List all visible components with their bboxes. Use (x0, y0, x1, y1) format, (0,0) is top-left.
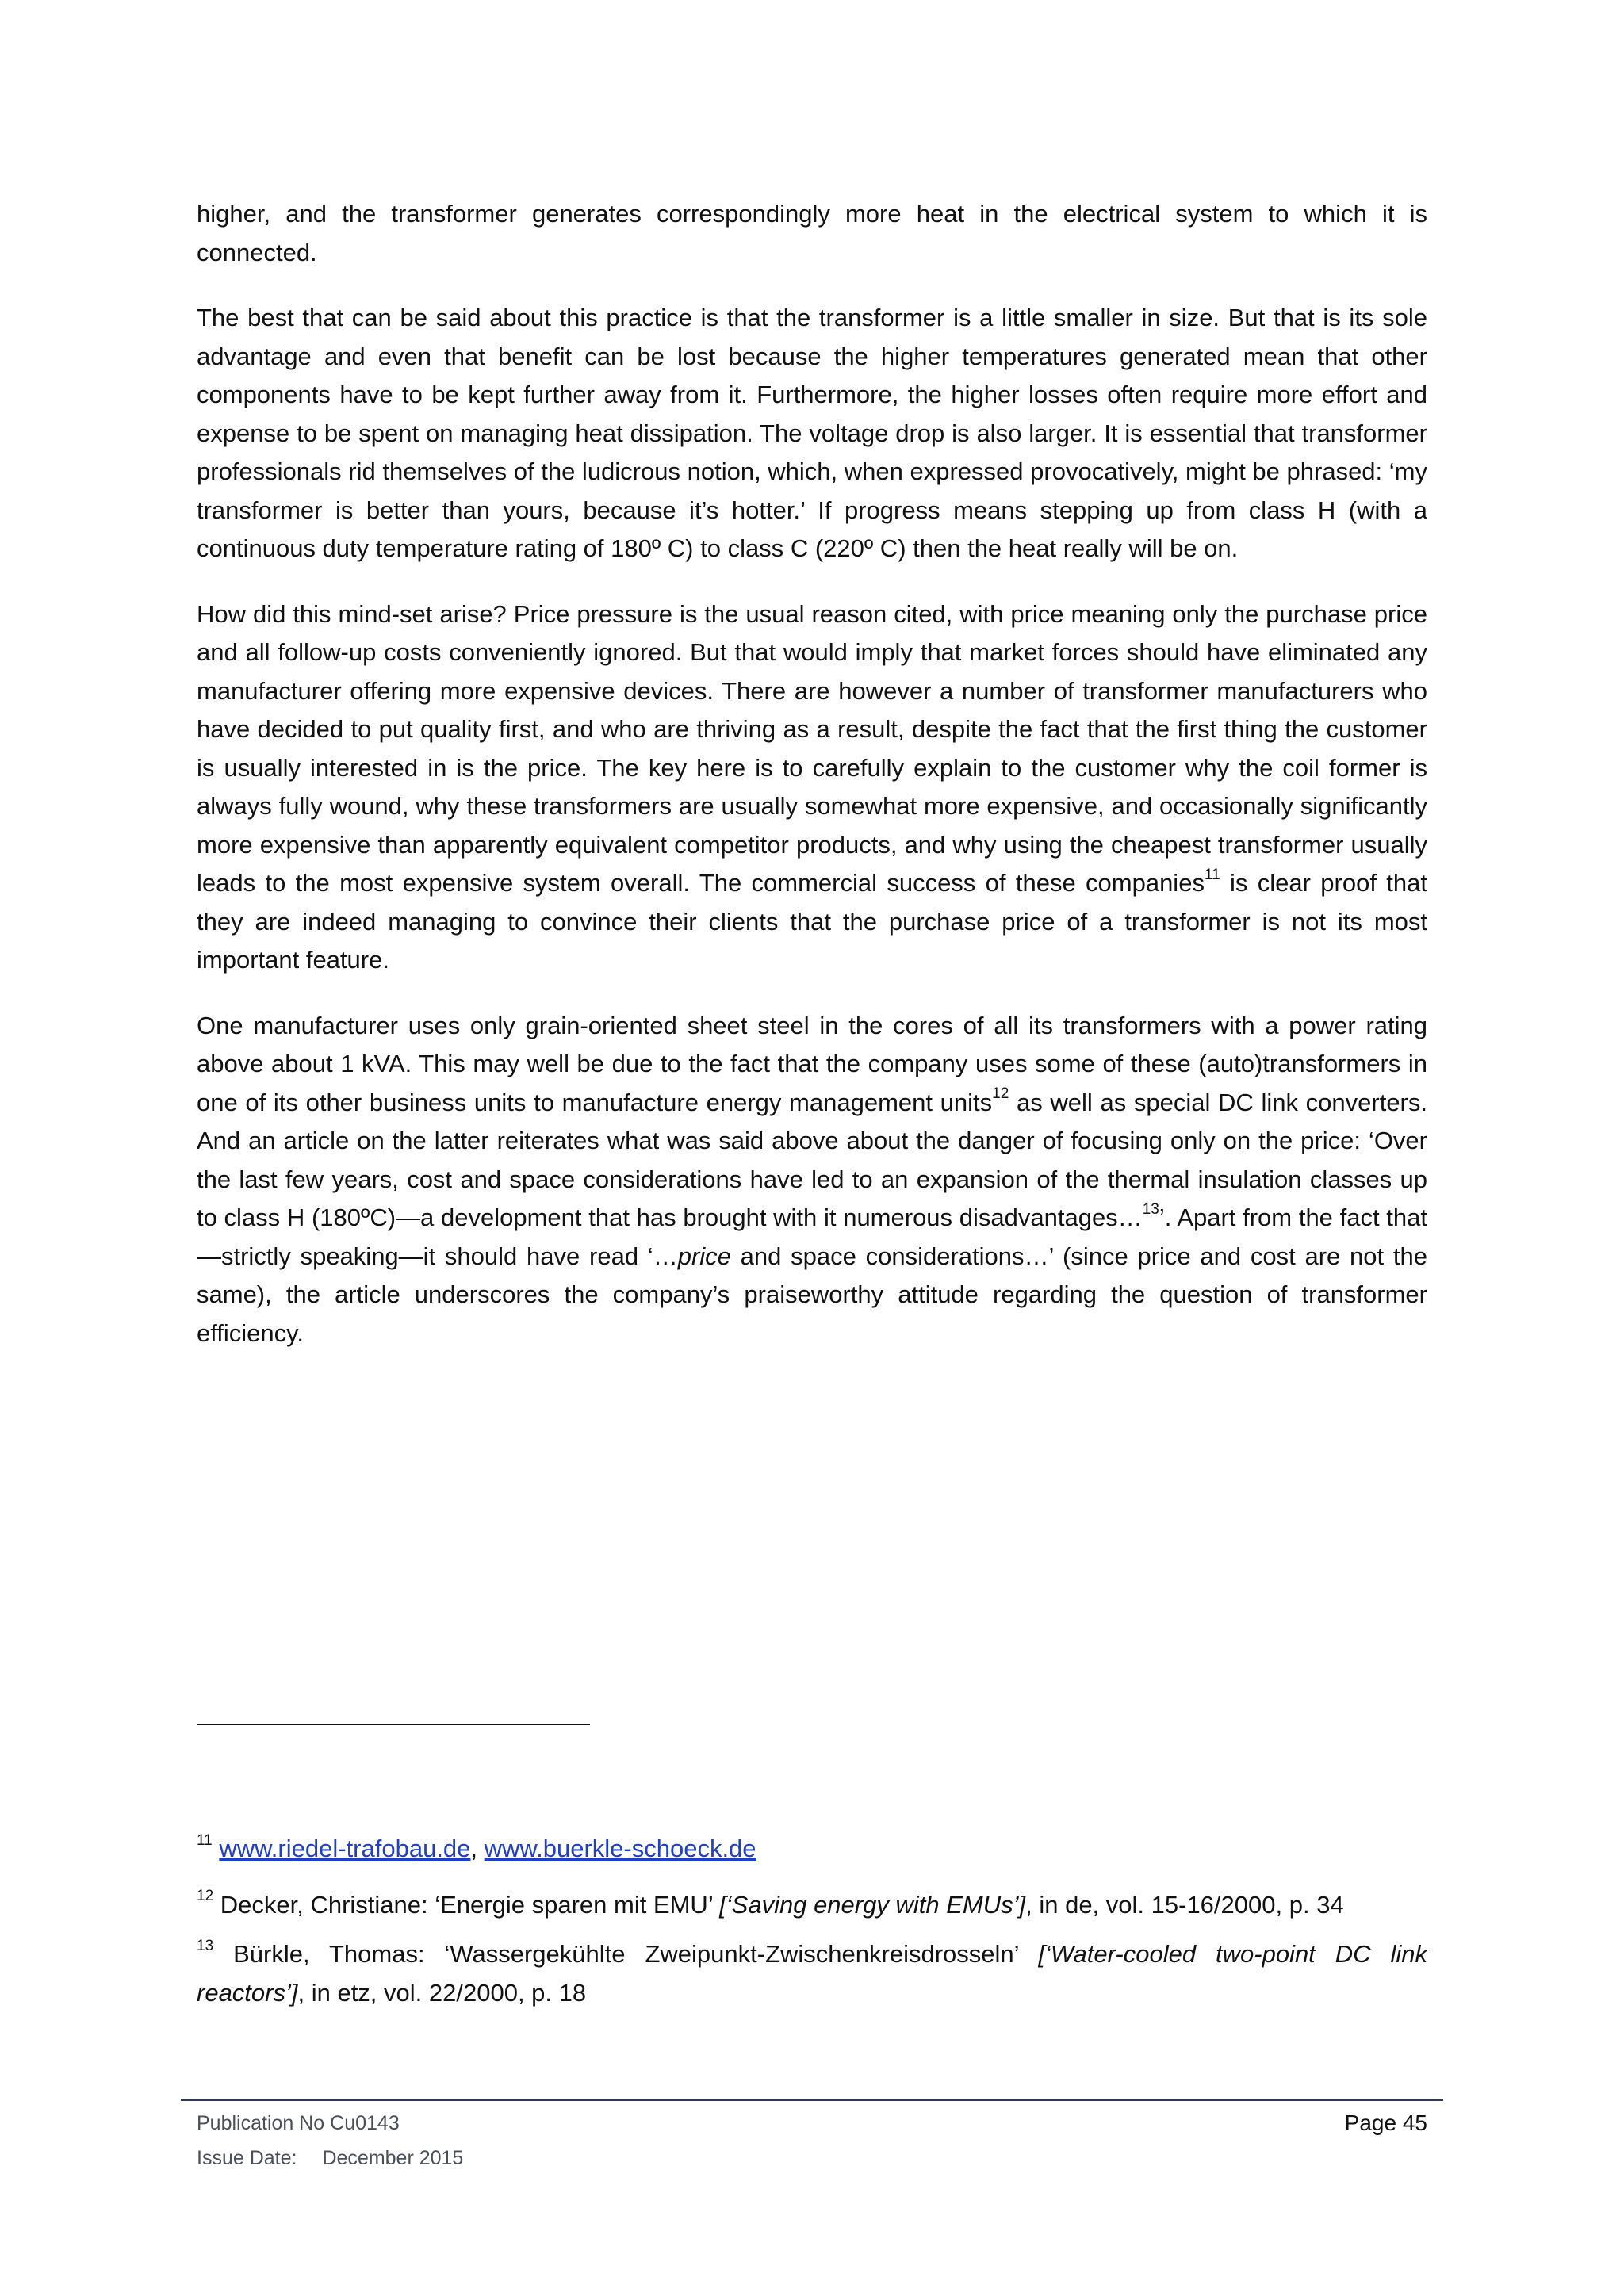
body-text (197, 195, 1427, 1380)
footnote-11 (197, 1830, 1427, 1869)
paragraph-4-text-c: ’. Apart from the fact that—strictly speaking—it should have read ‘… (197, 1203, 1428, 1270)
issue-date-label: Issue Date: (197, 2147, 297, 2169)
footnote-13 (197, 1935, 1427, 2012)
paragraph-2 (197, 299, 1427, 568)
footnote-13-text-a: Bürkle, Thomas: ‘Wassergekühlte Zweipunkt-Zwischenkreisdrosseln’ (213, 1940, 1039, 1968)
footnote-ref-12[interactable]: 12 (992, 1085, 1009, 1103)
page-number: Page 45 (1344, 2110, 1427, 2135)
footnote-13-text-b: , in etz, vol. 22/2000, p. 18 (297, 1978, 587, 2007)
footnote-11-number: 11 (197, 1831, 213, 1849)
paragraph-3 (197, 595, 1427, 980)
footnote-separator (197, 1724, 590, 1725)
paragraph-3-text-a: How did this mind-set arise? Price pressure is the usual reason cited, with price meaning only the purchase price and all follow-up costs conveniently ignored. But that would imply that market forces should have eliminated any manufacturer offering more expensive devices. There are however a number of transformer manufacturers who have decided to put quality first, and who are thriving as a result, despite the fact that the first thing the customer is usually interested in is the price. The key here is to carefully explain to the customer why the coil former is always fully wound, why these transformers are usually somewhat more expensive, and occasionally significantly more expensive than apparently equivalent competitor products, and why using the cheapest transformer usually leads to the most expensive system overall. The commercial success of these companies (197, 599, 1427, 897)
footnote-11-separator: , (470, 1835, 485, 1862)
paragraph-1-text: higher, and the transformer generates correspondingly more heat in the electrical system to which it is connected. (197, 200, 1427, 266)
footnotes (197, 1830, 1427, 2023)
footnote-12-italic: [‘Saving energy with EMUs’] (719, 1890, 1026, 1919)
issue-date-line (197, 2141, 463, 2175)
footnote-13-italic: [‘Water-cooled two-point DC link reactors’] (197, 1940, 1427, 2007)
paragraph-4-text-a: One manufacturer uses only grain-oriented sheet steel in the cores of all its transformers with a power rating above about 1 kVA. This may well be due to the fact that the company uses some of these (auto)transformers in one of its other business units to manufacture energy management units (197, 1011, 1427, 1116)
issue-date-value: December 2015 (322, 2147, 464, 2169)
paragraph-4 (197, 1007, 1427, 1353)
footnote-12-text-a: Decker, Christiane: ‘Energie sparen mit EMU’ (213, 1890, 720, 1919)
paragraph-4-text-b: as well as special DC link converters. And an article on the latter reiterates what was said above about the danger of focusing only on the price: ‘Over the last few years, cost and space considerations have led to an expansion of the thermal insulation classes up to class H (180ºC)—a development that has brought with it numerous disadvantages… (197, 1088, 1427, 1231)
publication-number: Publication No Cu0143 (197, 2112, 400, 2134)
footnote-11-link-buerkle[interactable]: www.buerkle-schoeck.de (484, 1835, 756, 1862)
footnote-12-number: 12 (197, 1888, 214, 1905)
paragraph-4-italic: price (677, 1242, 731, 1270)
footer-publication-info (197, 2106, 463, 2175)
footnote-12-text-b: , in de, vol. 15-16/2000, p. 34 (1025, 1890, 1344, 1919)
footnote-12 (197, 1886, 1427, 1925)
paragraph-3-text-b: is clear proof that they are indeed managing to convince their clients that the purchase price of a transformer is not its most important feature. (197, 869, 1427, 974)
footnote-13-number: 13 (197, 1937, 214, 1954)
paragraph-4-text-d: and space considerations…’ (since price and cost are not the same), the article underscores the company’s praiseworthy attitude regarding the question of transformer efficiency. (197, 1242, 1427, 1347)
paragraph-2-text: The best that can be said about this practice is that the transformer is a little smaller in size. But that is its sole advantage and even that benefit can be lost because the higher temperatures generated mean that other components have to be kept further away from it. Furthermore, the higher losses often require more effort and expense to be spent on managing heat dissipation. The voltage drop is also larger. It is essential that transformer professionals rid themselves of the ludicrous notion, which, when expressed provocatively, might be phrased: ‘my transformer is better than yours, because it’s hotter.’ If progress means stepping up from class H (with a continuous duty temperature rating of 180º C) to class C (220º C) then the heat really will be on. (197, 304, 1427, 562)
footnote-11-link-riedel[interactable]: www.riedel-trafobau.de (219, 1835, 471, 1862)
paragraph-1 (197, 195, 1427, 272)
footnote-ref-11[interactable]: 11 (1204, 866, 1220, 883)
footer-separator (181, 2099, 1443, 2101)
footnote-ref-13[interactable]: 13 (1142, 1200, 1159, 1218)
